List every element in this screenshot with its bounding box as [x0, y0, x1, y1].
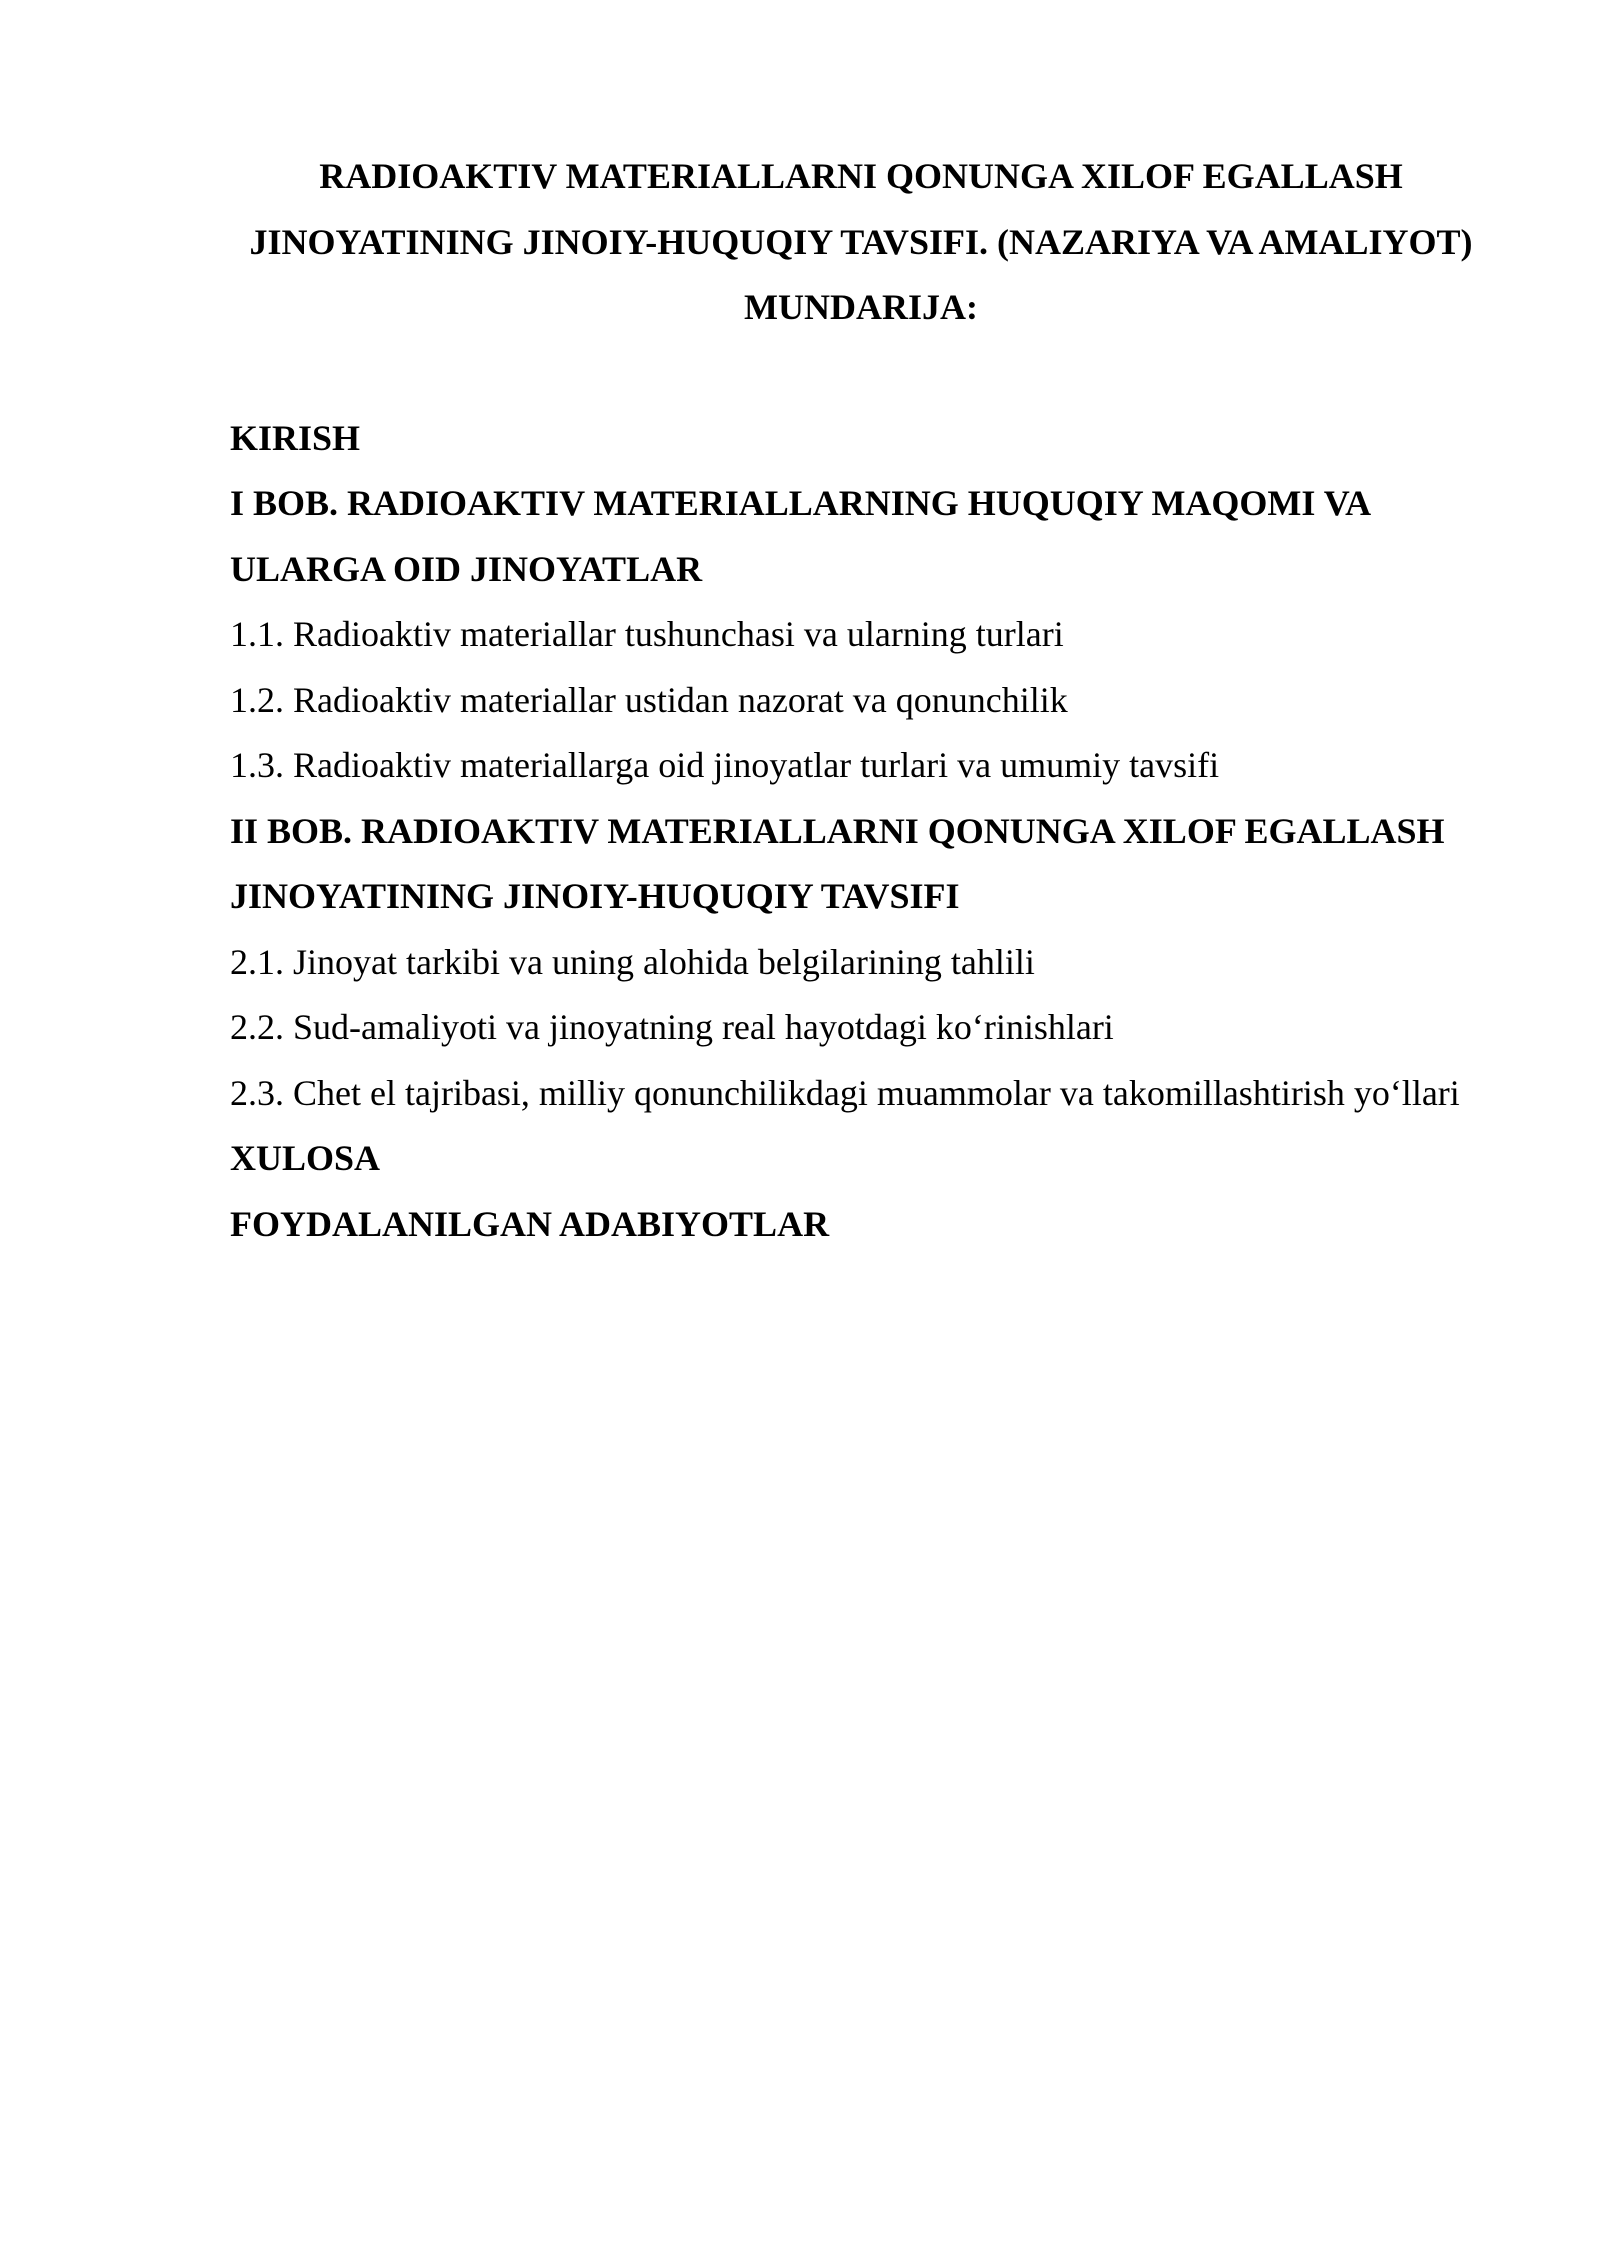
table-of-contents	[230, 406, 1492, 1258]
toc-entry-section-1-3: 1.3. Radioaktiv materiallarga oid jinoyatlar turlari va umumiy tavsifi	[230, 745, 1220, 785]
toc-entry-section-2-2: 2.2. Sud-amaliyoti va jinoyatning real hayotdagi ko‘rinishlari	[230, 1007, 1114, 1047]
toc-entry-introduction: KIRISH	[230, 417, 361, 458]
toc-entry-chapter-2: II BOB. RADIOAKTIV MATERIALLARNI QONUNGA XILOF EGALLASH JINOYATINING JINOIY-HUQUQIY TAVSIFI	[230, 810, 1445, 916]
toc-entry-chapter-1: I BOB. RADIOAKTIV MATERIALLARNING HUQUQIY MAQOMI VA ULARGA OID JINOYATLAR	[230, 483, 1370, 589]
toc-entry-section-1-1: 1.1. Radioaktiv materiallar tushunchasi va ularning turlari	[230, 614, 1064, 654]
contents-heading: MUNDARIJA:	[744, 287, 978, 327]
toc-entry-section-2-3: 2.3. Chet el tajribasi, milliy qonunchilikdagi muammolar va takomillashtirish yo‘llari	[230, 1072, 1460, 1113]
toc-entry-section-2-1: 2.1. Jinoyat tarkibi va uning alohida belgilarining tahlili	[230, 941, 1035, 982]
heading-spacer	[230, 341, 1492, 406]
toc-entry-conclusion: XULOSA	[230, 1138, 381, 1178]
document-title-text: RADIOAKTIV MATERIALLARNI QONUNGA XILOF EGALLASH JINOYATINING JINOIY-HUQUQIY TAVSIFI. (NAZARIYA VA AMALIYOT)	[249, 156, 1473, 262]
page-content	[230, 144, 1492, 1257]
toc-entry-section-1-2: 1.2. Radioaktiv materiallar ustidan nazorat va qonunchilik	[230, 679, 1068, 720]
document-title	[230, 144, 1492, 275]
toc-entry-references: FOYDALANILGAN ADABIYOTLAR	[230, 1203, 830, 1244]
